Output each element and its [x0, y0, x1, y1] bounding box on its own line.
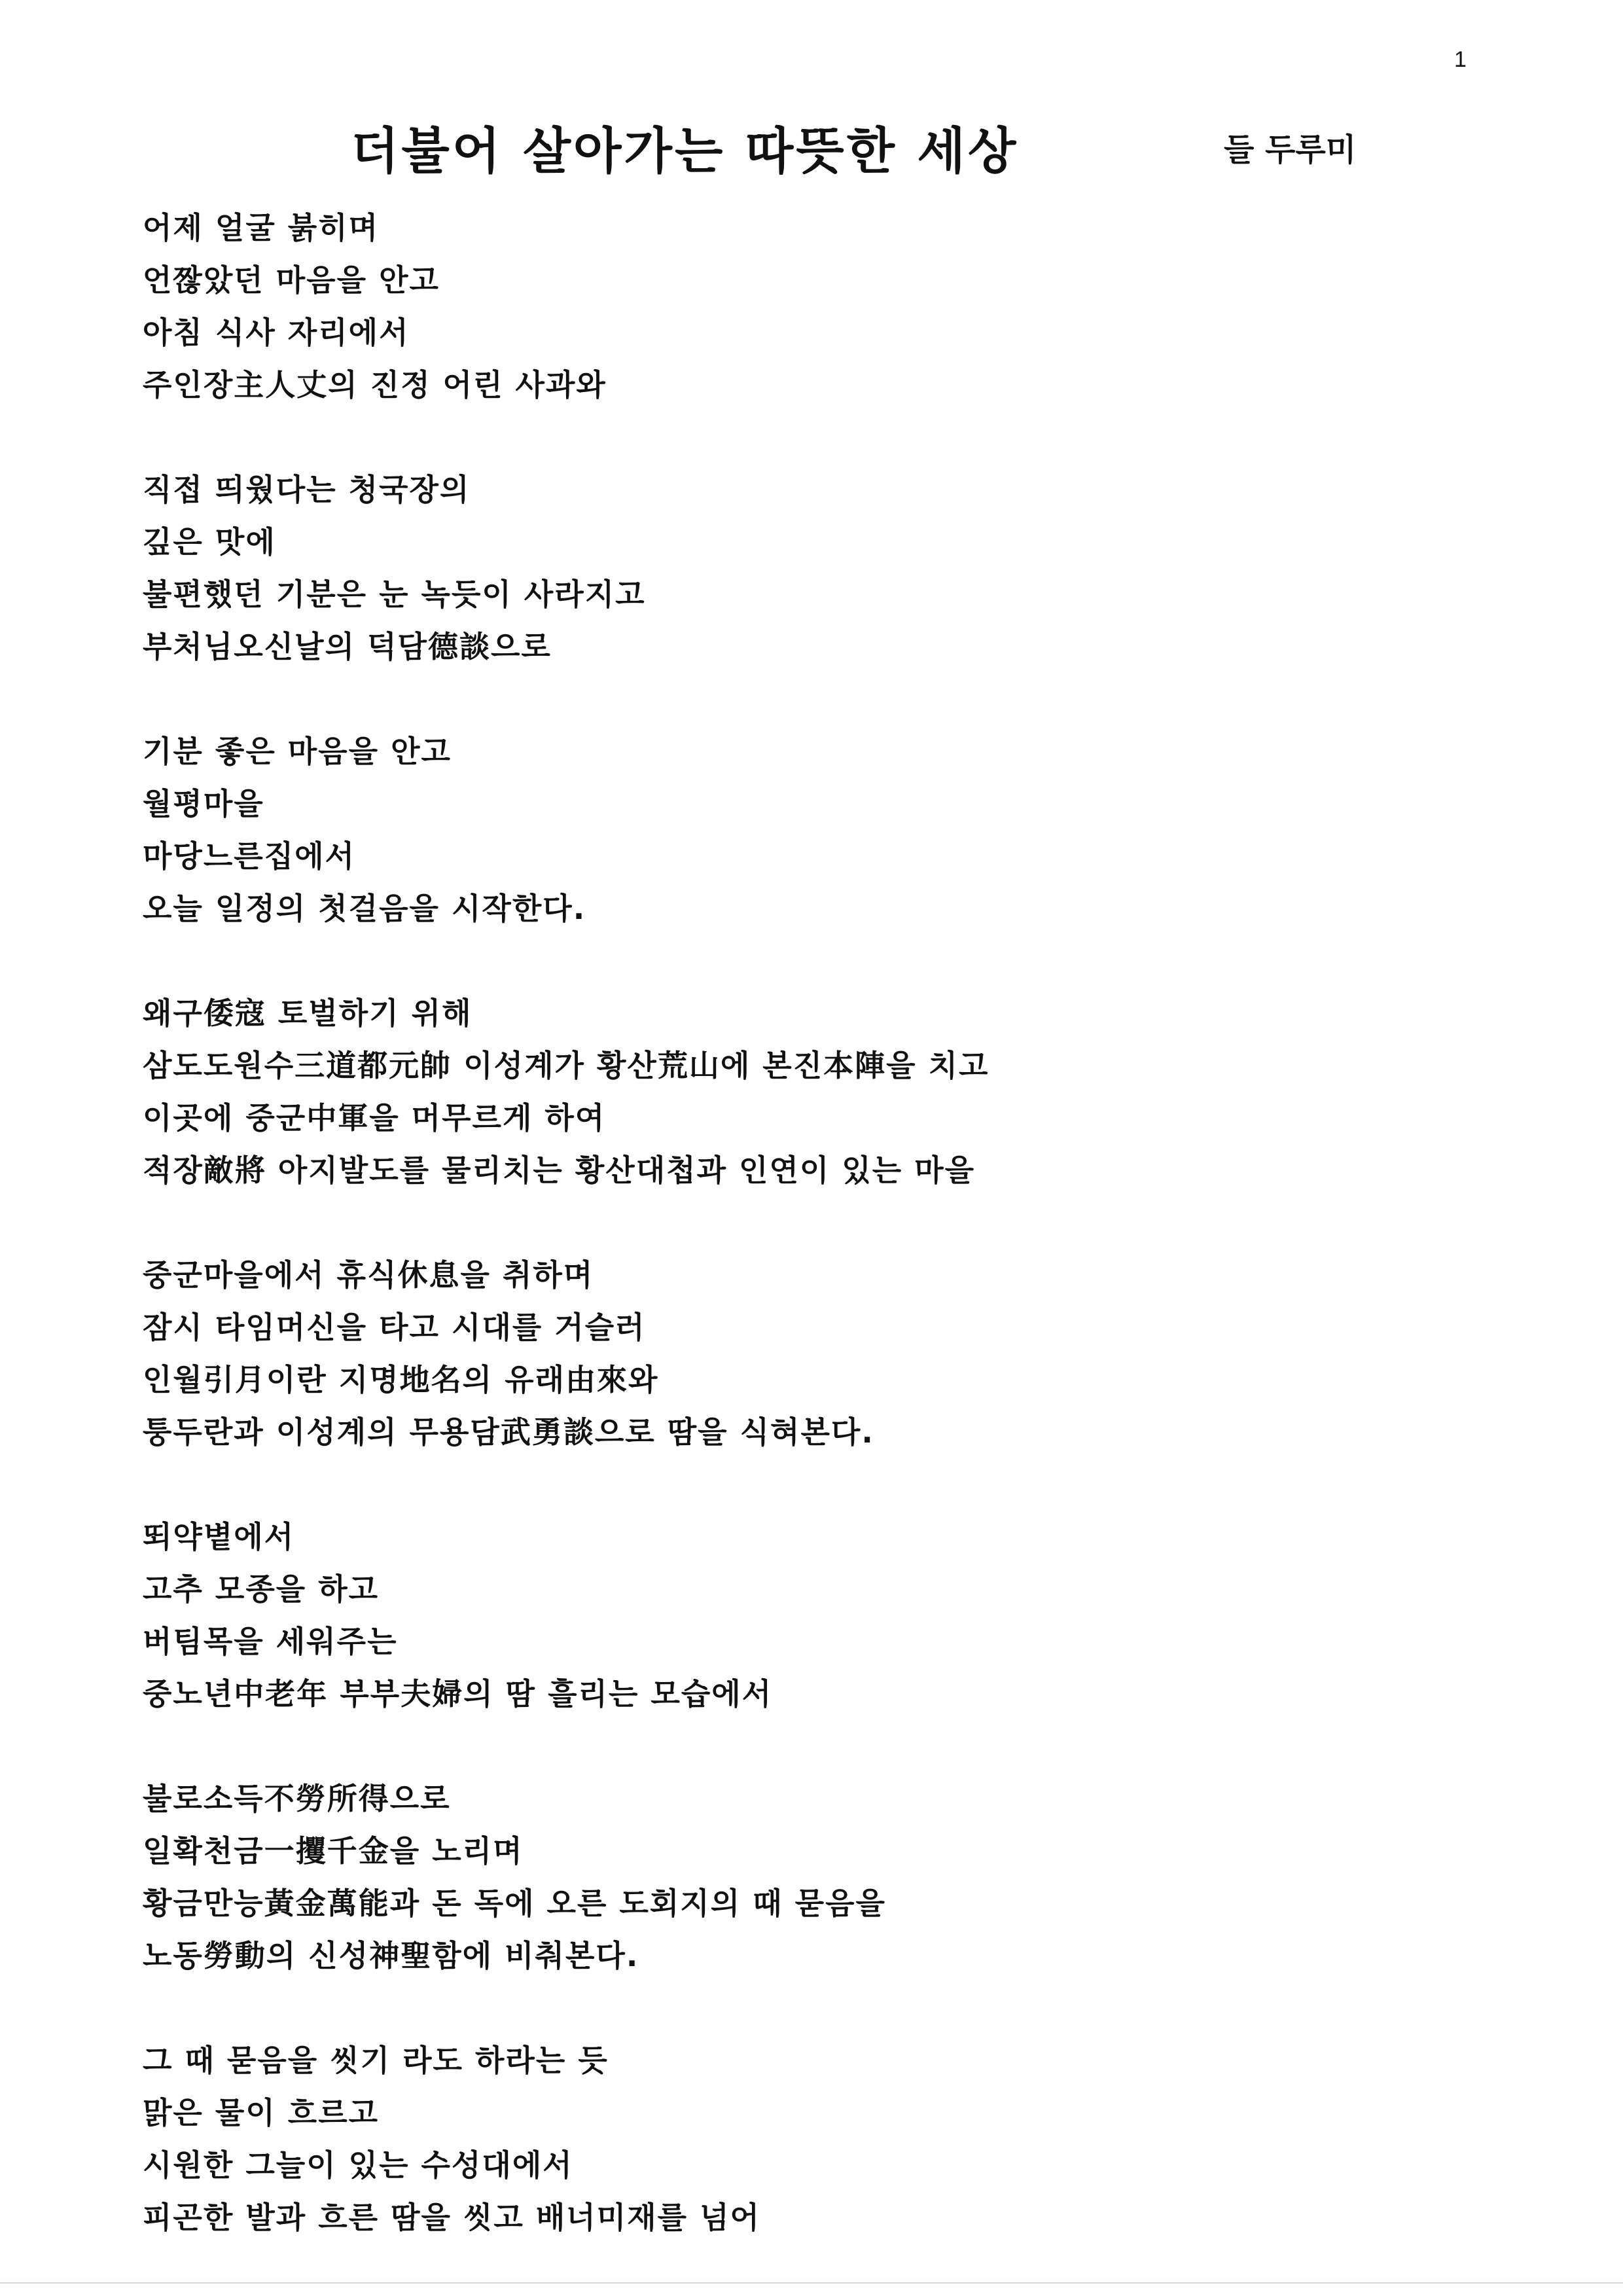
poem-line: 뙤약볕에서 — [143, 1519, 295, 1554]
poem-author: 들 두루미 — [1224, 132, 1357, 168]
poem-line: 퉁두란과 이성계의 무용담武勇談으로 땀을 식혀본다. — [143, 1414, 874, 1450]
poem-line: 이곳에 중군中軍을 머무르게 하여 — [143, 1100, 606, 1136]
stanza-3 — [143, 725, 1517, 935]
poem-line: 직접 띄웠다는 청국장의 — [143, 472, 471, 507]
stanza-4 — [143, 987, 1517, 1196]
poem-line: 깊은 맛에 — [143, 524, 276, 560]
stanza-7 — [143, 1772, 1517, 1982]
poem-line: 오늘 일정의 첫걸음을 시작한다. — [143, 891, 586, 926]
scan-edge-divider — [0, 2282, 1623, 2284]
poem-line: 중노년中老年 부부夫婦의 땀 흘리는 모습에서 — [143, 1676, 773, 1712]
page-number: 1 — [1454, 47, 1467, 72]
poem-line: 어제 얼굴 붉히며 — [143, 210, 380, 245]
poem-line: 피곤한 발과 흐른 땀을 씻고 배너미재를 넘어 — [143, 2200, 760, 2235]
poem-line: 황금만능黃金萬能과 돈 독에 오른 도회지의 때 묻음을 — [143, 1886, 886, 1921]
poem-line: 그 때 묻음을 씻기 라도 하라는 듯 — [143, 2043, 609, 2078]
stanza-6 — [143, 1511, 1517, 1720]
stanza-2 — [143, 463, 1517, 673]
poem-line: 기분 좋은 마음을 안고 — [143, 734, 452, 769]
stanza-5 — [143, 1249, 1517, 1458]
stanza-8 — [143, 2034, 1517, 2244]
poem-line: 버팀목을 세워주는 — [143, 1624, 398, 1659]
poem-line: 부처님오신날의 덕담德談으로 — [143, 629, 552, 664]
poem-line: 인월引月이란 지명地名의 유래由來와 — [143, 1362, 659, 1397]
poem-line: 노동勞動의 신성神聖함에 비춰본다. — [143, 1938, 639, 1973]
poem-line: 중군마을에서 휴식休息을 취하며 — [143, 1257, 594, 1293]
stanza-1 — [143, 202, 1517, 411]
poem-line: 불로소득不勞所得으로 — [143, 1781, 451, 1816]
poem-line: 맑은 물이 흐르고 — [143, 2095, 380, 2130]
poem-body — [143, 202, 1517, 2296]
poem-line: 불편했던 기분은 눈 녹듯이 사라지고 — [143, 577, 646, 612]
poem-title: 더불어 살아가는 따뜻한 세상 — [351, 122, 1019, 180]
poem-line: 일확천금一攫千金을 노리며 — [143, 1833, 524, 1869]
poem-line: 왜구倭寇 토벌하기 위해 — [143, 996, 473, 1031]
poem-line: 시원한 그늘이 있는 수성대에서 — [143, 2147, 573, 2183]
poem-line: 적장敵將 아지발도를 물리치는 황산대첩과 인연이 있는 마을 — [143, 1153, 976, 1188]
poem-line: 월평마을 — [143, 786, 264, 821]
poem-line: 주인장主人丈의 진정 어린 사과와 — [143, 367, 607, 403]
poem-line: 아침 식사 자리에서 — [143, 315, 410, 350]
poem-line: 마당느른집에서 — [143, 838, 356, 874]
poem-line: 언짢았던 마음을 안고 — [143, 262, 440, 298]
poem-line: 고추 모종을 하고 — [143, 1571, 380, 1607]
poem-line: 삼도도원수三道都元帥 이성계가 황산荒山에 본진本陣을 치고 — [143, 1048, 990, 1083]
poem-line: 잠시 타임머신을 타고 시대를 거슬러 — [143, 1310, 646, 1345]
